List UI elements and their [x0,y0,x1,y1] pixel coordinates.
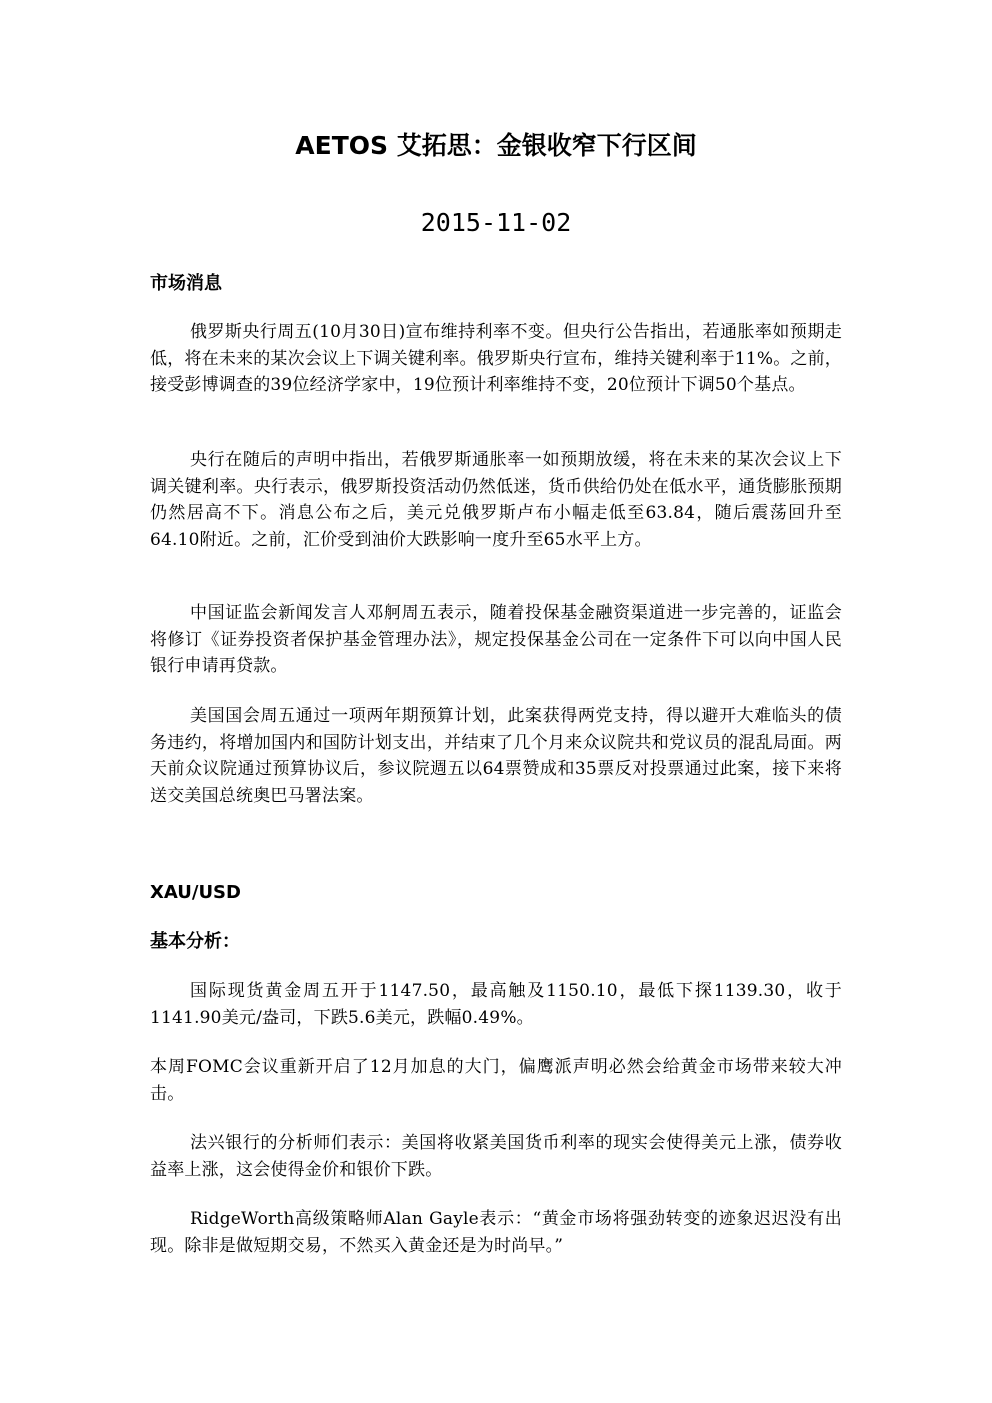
fundamental-analysis-heading: 基本分析： [150,931,240,952]
market-news-heading: 市场消息 [150,273,222,294]
gold-analysis-paragraph-2: 本周FOMC会议重新开启了12月加息的大门，偏鹰派声明必然会给黄金市场带来较大冲击。 [150,1057,842,1104]
market-news-paragraph-4: 美国国会周五通过一项两年期预算计划，此案获得两党支持，得以避开大难临头的债务违约，将增加国内和国防计划支出，并结束了几个月来众议院共和党议员的混乱局面。两天前众议院通过预算协议后，参议院週五以64票赞成和35票反对投票通过此案，接下来将送交美国总统奥巴马署法案。 [150,706,842,806]
document-title: AETOS 艾拓思：金银收窄下行区间 [295,131,697,160]
document-date: 2015-11-02 [420,208,572,237]
gold-analysis-paragraph-1: 国际现货黄金周五开于1147.50，最高触及1150.10，最低下探1139.30，收于1141.90美元/盎司，下跌5.6美元，跌幅0.49%。 [150,981,842,1028]
gold-analysis-paragraph-4: RidgeWorth高级策略师Alan Gayle表示：“黄金市场将强劲转变的迹象迟迟没有出现。除非是做短期交易，不然买入黄金还是为时尚早。” [150,1209,842,1256]
instrument-symbol: XAU/USD [150,882,241,903]
market-news-paragraph-3: 中国证监会新闻发言人邓舸周五表示，随着投保基金融资渠道进一步完善的，证监会将修订《证券投资者保护基金管理办法》，规定投保基金公司在一定条件下可以向中国人民银行申请再贷款。 [150,603,842,676]
gold-analysis-paragraph-3: 法兴银行的分析师们表示：美国将收紧美国货币利率的现实会使得美元上涨，债券收益率上涨，这会使得金价和银价下跌。 [150,1133,842,1180]
market-news-paragraph-1: 俄罗斯央行周五(10月30日)宣布维持利率不变。但央行公告指出，若通胀率如预期走低，将在未来的某次会议上下调关键利率。俄罗斯央行宣布，维持关键利率于11%。之前，接受彭博调查的39位经济学家中，19位预计利率维持不变，20位预计下调50个基点。 [150,322,842,395]
market-news-paragraph-2: 央行在随后的声明中指出，若俄罗斯通胀率一如预期放缓，将在未来的某次会议上下调关键利率。央行表示，俄罗斯投资活动仍然低迷，货币供给仍处在低水平，通货膨胀预期仍然居高不下。消息公布之后，美元兑俄罗斯卢布小幅走低至63.84，随后震荡回升至64.10附近。之前，汇价受到油价大跌影响一度升至65水平上方。 [150,450,842,550]
